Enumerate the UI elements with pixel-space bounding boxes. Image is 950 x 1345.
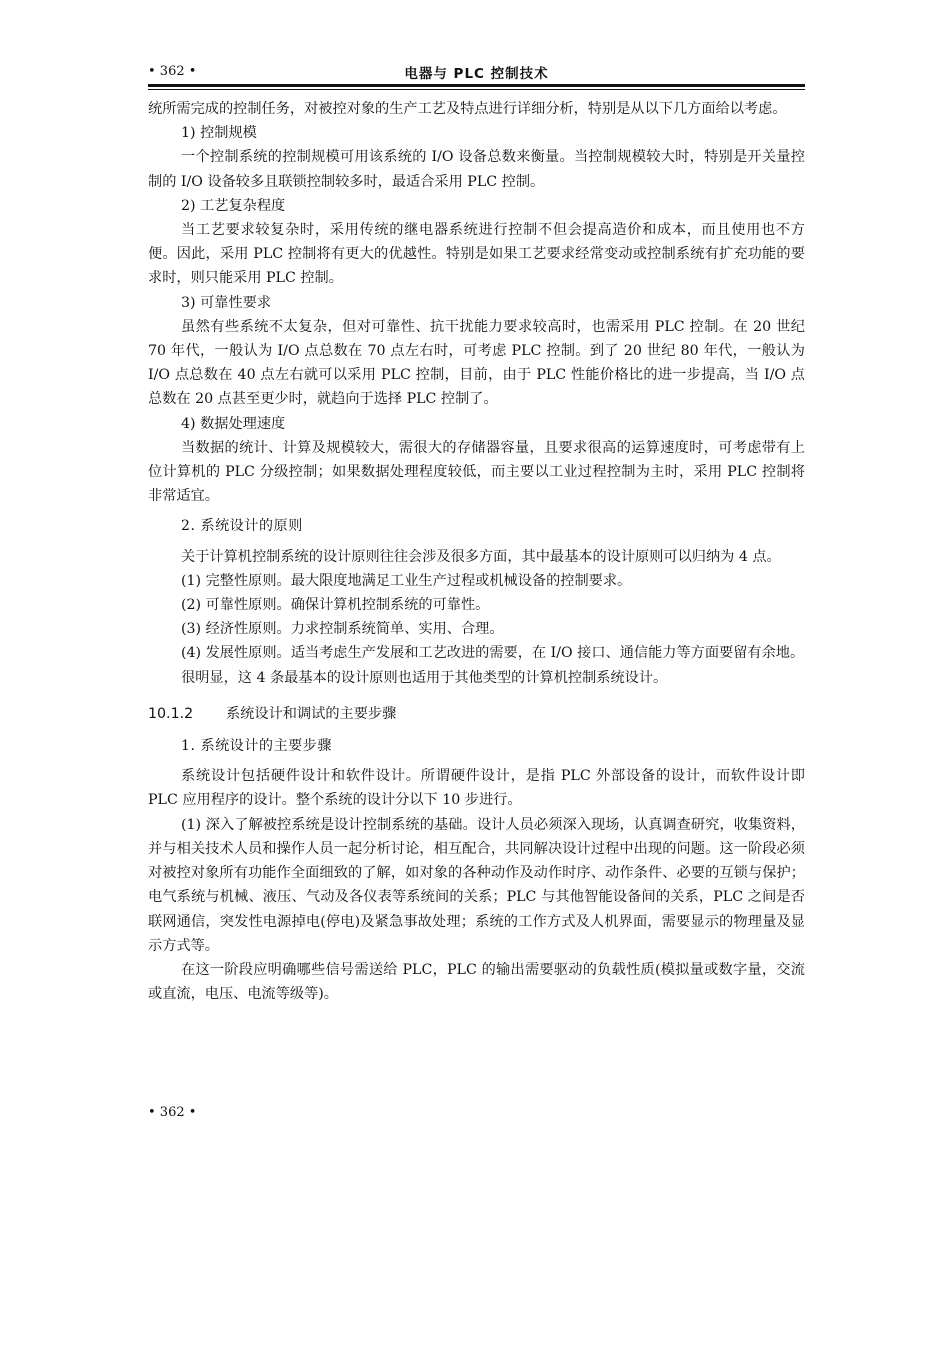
list-item: (4) 发展性原则。适当考虑生产发展和工艺改进的需要，在 I/O 接口、通信能力等方面要留有余地。 (181, 645, 805, 662)
section-number: 10.1.2 (148, 705, 194, 722)
running-title: 电器与 PLC 控制技术 (404, 66, 549, 82)
paragraph: 在这一阶段应明确哪些信号需送给 PLC，PLC 的输出需要驱动的负载性质(模拟量或数字量，交流或直流，电压、电流等级等)。 (148, 961, 805, 1003)
subsection-heading: 2. 系统设计的原则 (181, 518, 303, 535)
item-heading: 2) 工艺复杂程度 (181, 197, 286, 214)
paragraph: (1) 深入了解被控系统是设计控制系统的基础。设计人员必须深入现场，认真调查研究，收集资料，并与相关技术人员和操作人员一起分析讨论，相互配合，共同解决设计过程中出现的问题。这一阶段必须对被控对象所有功能作全面细致的了解，如对象的各种动作及动作时序、动作条件、必要的互锁与保护；电气系统与机械、液压、气动及各仪表等系统间的关系；PLC 与其他智能设备间的关系，PLC 之间是否联网通信，突发性电源掉电(停电)及紧急事故处理；系统的工作方式及人机界面，需要显示的物理量及显示方式等。 (148, 816, 805, 954)
header-rule-thin (148, 89, 805, 90)
section-title: 系统设计和调试的主要步骤 (226, 705, 397, 722)
paragraph: 很明显，这 4 条最基本的设计原则也适用于其他类型的计算机控制系统设计。 (181, 669, 668, 686)
footer-page-number: • 362 • (148, 1105, 197, 1120)
paragraph: 一个控制系统的控制规模可用该系统的 I/O 设备总数来衡量。当控制规模较大时，特别是开关量控制的 I/O 设备较多且联锁控制较多时，最适合采用 PLC 控制。 (148, 149, 805, 190)
item-heading: 3) 可靠性要求 (181, 294, 272, 311)
paragraph: 虽然有些系统不太复杂，但对可靠性、抗干扰能力要求较高时，也需采用 PLC 控制。在 20 世纪 70 年代，一般认为 I/O 点总数在 70 点左右时，可考虑 PLC 控制。到了 20 世纪 80 年代，一般认为 I/O 点总数在 40 点左右就可以采用 PLC 控制，目前，由于 PLC 性能价格比的进一步提高，当 I/O 点总数在 20 点甚至更少时，就趋向于选择 PLC 控制了。 (148, 318, 805, 408)
page-header (148, 62, 805, 84)
list-item: (2) 可靠性原则。确保计算机控制系统的可靠性。 (181, 597, 490, 614)
header-page-number: • 362 • (148, 64, 197, 79)
item-heading: 4) 数据处理速度 (181, 415, 286, 432)
section-heading (148, 702, 805, 726)
paragraph: 系统设计包括硬件设计和软件设计。所谓硬件设计，是指 PLC 外部设备的设计，而软件设计即 PLC 应用程序的设计。整个系统的设计分以下 10 步进行。 (148, 768, 805, 809)
item-heading: 1) 控制规模 (181, 125, 257, 142)
paragraph: 统所需完成的控制任务，对被控对象的生产工艺及特点进行详细分析，特别是从以下几方面给以考虑。 (148, 101, 787, 117)
paragraph: 当工艺要求较复杂时，采用传统的继电器系统进行控制不但会提高造价和成本，而且使用也不方便。因此，采用 PLC 控制将有更大的优越性。特别是如果工艺要求经常变动或控制系统有扩充功能的要求时，则只能采用 PLC 控制。 (148, 222, 805, 287)
page-body (148, 97, 805, 1006)
paragraph: 当数据的统计、计算及规模较大，需很大的存储器容量，且要求很高的运算速度时，可考虑带有上位计算机的 PLC 分级控制；如果数据处理程度较低，而主要以工业过程控制为主时，采用 PLC 控制将非常适宜。 (148, 439, 805, 505)
header-rule-thick (148, 84, 805, 87)
list-item: (1) 完整性原则。最大限度地满足工业生产过程或机械设备的控制要求。 (181, 572, 632, 589)
subsection-heading: 1. 系统设计的主要步骤 (181, 738, 333, 755)
paragraph: 关于计算机控制系统的设计原则往往会涉及很多方面，其中最基本的设计原则可以归纳为 4 点。 (181, 548, 781, 565)
list-item: (3) 经济性原则。力求控制系统简单、实用、合理。 (181, 621, 504, 638)
